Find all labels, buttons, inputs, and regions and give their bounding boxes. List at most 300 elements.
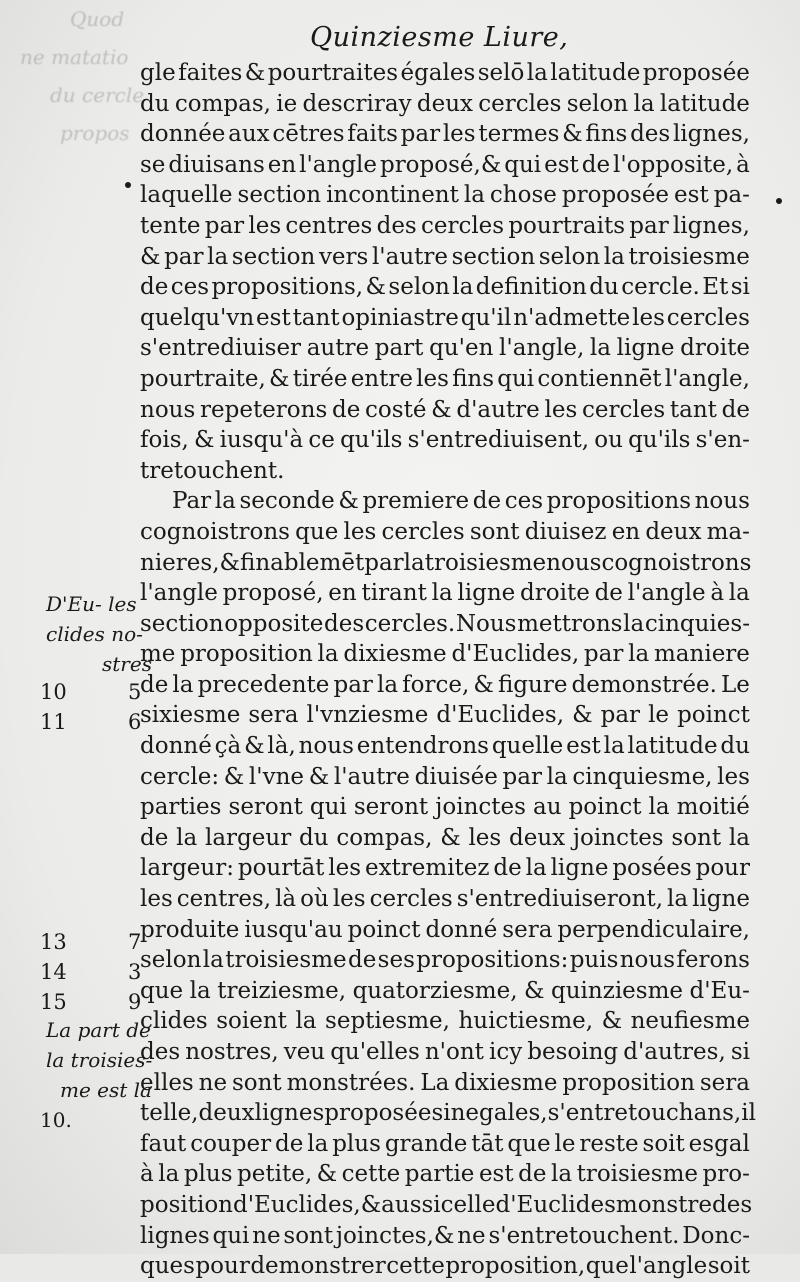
margin-note-line: me est la	[60, 1078, 152, 1102]
word: &	[601, 1008, 623, 1035]
word: la	[589, 335, 611, 362]
word: veu	[283, 1039, 326, 1065]
word: section	[140, 610, 224, 637]
margin-note-line: D'Eu- les	[46, 592, 137, 616]
word: La	[420, 1069, 450, 1096]
word: quinziesme	[551, 977, 684, 1004]
word: puis	[569, 947, 619, 974]
word: joinctes,&	[335, 1222, 455, 1249]
margin-note-line: clides no-	[46, 622, 143, 646]
word: est	[478, 1161, 514, 1188]
word: quelqu'vn	[140, 304, 255, 331]
word: les	[468, 824, 502, 851]
word: d'Eu-	[689, 977, 750, 1004]
word: lignes	[254, 1100, 325, 1127]
word: l'angle,	[499, 335, 585, 362]
word: ma-	[706, 518, 750, 545]
word: s'entrediuiser	[140, 335, 302, 362]
word: latitude	[627, 733, 718, 760]
word: joinctes	[435, 794, 526, 821]
word: la	[295, 1008, 317, 1035]
word: fins	[585, 121, 628, 148]
word: est	[566, 733, 601, 760]
word: les	[328, 855, 362, 882]
text-line	[140, 670, 750, 701]
word: sont	[671, 824, 722, 851]
word: pourtraites	[267, 60, 399, 86]
word: Le	[721, 671, 750, 698]
text-line	[140, 89, 750, 120]
word: nous	[546, 549, 602, 576]
word: l'vnziesme	[306, 702, 429, 729]
word: il	[741, 1100, 756, 1127]
word: l'angle,	[664, 365, 750, 392]
word: les	[343, 518, 377, 545]
text-line	[140, 700, 750, 731]
word: produite	[140, 916, 240, 943]
word: proposé,&	[379, 151, 502, 178]
margin-number-euclid: 10	[40, 680, 67, 704]
word: selon	[538, 243, 601, 270]
word: demonstrée.	[571, 671, 717, 698]
word: telle,	[140, 1100, 199, 1127]
word: pourtraits	[508, 212, 626, 239]
main-text-block	[140, 58, 756, 1282]
word: dixiesme	[454, 1069, 558, 1096]
word: icy	[488, 1039, 523, 1065]
word: la	[377, 671, 399, 698]
word: tirant	[361, 580, 427, 607]
word: cette	[341, 1161, 401, 1188]
word: de	[274, 1130, 304, 1157]
word: gle	[140, 60, 176, 86]
word: à	[710, 580, 725, 607]
word: sera	[502, 916, 553, 943]
margin-number-euclid: 14	[40, 960, 67, 984]
word: la	[603, 243, 625, 270]
word: couper	[190, 1130, 272, 1157]
word: largeur:	[140, 855, 234, 882]
bleed-line: propos	[60, 121, 130, 145]
text-line	[140, 792, 750, 823]
word: latitude	[659, 90, 750, 117]
text-line	[140, 1251, 750, 1282]
word: proposée	[561, 182, 670, 209]
word: &	[316, 1161, 338, 1188]
word: donné	[140, 733, 212, 760]
word: seront	[228, 794, 303, 821]
word: compas,	[174, 90, 271, 117]
word: d'Euclides,	[436, 702, 565, 729]
word: sera	[699, 1069, 750, 1096]
margin-number-ours: 6	[128, 710, 142, 734]
word: incontinent	[326, 182, 459, 209]
word: ces	[170, 274, 210, 301]
text-line	[140, 945, 750, 976]
word: si	[730, 274, 750, 301]
word: tente	[140, 212, 201, 239]
word: proposition	[562, 1069, 695, 1096]
text-line	[140, 1159, 750, 1190]
word: cognoistrons	[601, 549, 752, 576]
word: &	[308, 763, 330, 790]
word: l'angle	[629, 1253, 708, 1280]
word: contiennēt	[537, 365, 662, 392]
margin-number-ours: 9	[128, 990, 142, 1014]
word: sixiesme	[140, 702, 241, 729]
word: est	[544, 151, 579, 178]
text-line	[140, 517, 750, 548]
word: cercles	[369, 886, 453, 913]
word: la	[525, 855, 547, 882]
word: cette	[386, 1253, 445, 1280]
word: l'angle	[627, 580, 706, 607]
word: partie	[404, 1161, 475, 1188]
word: par	[629, 212, 669, 239]
word: l'angle	[140, 580, 218, 607]
word: demonstrer	[250, 1253, 386, 1280]
word: centres,	[176, 886, 272, 913]
margin-note-line: 10.	[40, 1108, 72, 1132]
word: centres	[285, 212, 373, 239]
word: tretouchent.	[140, 457, 285, 484]
word: la	[176, 824, 198, 851]
word: de	[493, 855, 522, 882]
word: quelle	[491, 733, 564, 760]
word: chose	[489, 182, 557, 209]
word: propositions:	[416, 947, 569, 974]
word: des	[376, 212, 417, 239]
word: l'opposite,	[613, 151, 734, 178]
word: du	[298, 824, 329, 851]
text-line	[140, 119, 750, 150]
word: la	[623, 610, 645, 637]
word: ou	[594, 427, 623, 454]
word: cētres	[272, 121, 345, 148]
text-line	[140, 915, 750, 946]
word: du	[720, 733, 750, 760]
word: &	[440, 824, 461, 851]
word: par	[333, 671, 373, 698]
word: tirée	[292, 365, 348, 392]
word: plus	[183, 1161, 233, 1188]
word: ligne	[616, 335, 675, 362]
word: finablemēt	[239, 549, 365, 576]
text-line	[140, 58, 750, 89]
word: la	[214, 488, 236, 515]
word: definition	[475, 274, 587, 301]
word: elles	[140, 1069, 194, 1096]
word: l'vne	[248, 763, 305, 790]
word: poinct	[568, 794, 642, 821]
word: fins	[452, 365, 495, 392]
word: en	[267, 151, 297, 178]
word: pour	[695, 855, 750, 882]
word: du	[140, 90, 170, 117]
word: du	[589, 274, 619, 301]
word: cercles	[420, 212, 505, 239]
word: aux	[228, 121, 270, 148]
text-line	[140, 1129, 750, 1160]
word: descriray	[302, 90, 412, 117]
word: là	[275, 886, 297, 913]
word: de	[331, 396, 361, 423]
word: &	[244, 733, 265, 760]
word: selon	[566, 90, 629, 117]
word: qu'il	[460, 304, 512, 331]
word: à	[736, 151, 750, 178]
word: Par	[172, 488, 212, 515]
word: nieres,&	[140, 549, 240, 576]
word: tant	[292, 304, 340, 331]
word: selō	[477, 60, 525, 86]
word: soient	[216, 1008, 287, 1035]
word: precedente	[197, 671, 330, 698]
text-line	[140, 884, 750, 915]
word: &	[194, 427, 215, 454]
word: des	[324, 610, 365, 637]
word: donné	[425, 916, 498, 943]
word: de	[581, 151, 611, 178]
word: Et	[702, 274, 729, 301]
text-line	[140, 578, 750, 609]
word: sera	[248, 702, 299, 729]
word: diuisée	[414, 763, 498, 790]
word: d'autres,	[623, 1039, 726, 1065]
word: cercles	[582, 396, 666, 423]
word: nous	[619, 947, 676, 974]
word: les	[632, 304, 665, 331]
word: de	[472, 488, 502, 515]
word: tāt	[471, 1130, 504, 1157]
word: quatorziesme,	[352, 977, 518, 1004]
word: soit	[707, 1253, 750, 1280]
word: la	[463, 182, 485, 209]
word: monstrées.	[286, 1069, 416, 1096]
word: par	[164, 243, 204, 270]
word: maniere	[654, 641, 750, 668]
word: pa-	[713, 182, 750, 209]
word: sont	[469, 518, 520, 545]
text-line	[140, 425, 750, 456]
word: &	[140, 243, 161, 270]
word: soit	[642, 1130, 685, 1157]
margin-number-ours: 5	[128, 680, 142, 704]
word: d'autre	[456, 396, 540, 423]
word: en	[328, 580, 357, 607]
word: dixiesme	[343, 641, 447, 668]
text-line	[140, 272, 750, 303]
word: posées	[612, 855, 692, 882]
word: nous	[140, 396, 196, 423]
word: l'autre	[371, 243, 448, 270]
word: deux	[416, 90, 473, 117]
word: deux	[198, 1100, 255, 1127]
text-line	[140, 823, 750, 854]
word: de	[594, 580, 623, 607]
text-line	[140, 976, 750, 1007]
word: joinctes	[572, 824, 664, 851]
text-line	[140, 211, 750, 242]
word: &	[269, 365, 290, 392]
margin-bullet	[776, 198, 782, 204]
word: ses	[377, 947, 415, 974]
word: par	[583, 641, 624, 668]
margin-number-ours: 3	[128, 960, 142, 984]
word: huictiesme,	[458, 1008, 594, 1035]
word: plus	[332, 1130, 381, 1157]
word: des	[140, 1039, 181, 1065]
word: treiziesme,	[217, 977, 347, 1004]
word: la	[648, 794, 670, 821]
word: sont	[231, 1069, 282, 1096]
text-line	[140, 1037, 750, 1068]
word: seront	[353, 794, 429, 821]
word: compas,	[336, 824, 433, 851]
word: clides	[140, 1008, 208, 1035]
word: les	[332, 886, 366, 913]
margin-number-euclid: 13	[40, 930, 67, 954]
word: &	[223, 763, 245, 790]
word: que	[295, 518, 339, 545]
word: qu'elles	[330, 1039, 420, 1065]
word: que	[507, 1130, 551, 1157]
word: besoing	[527, 1039, 619, 1065]
word: diuisans	[168, 151, 265, 178]
word: l'angle	[299, 151, 378, 178]
word: Donc-	[682, 1222, 750, 1249]
word: s'entretouchans,	[547, 1100, 742, 1127]
word: n'ont	[424, 1039, 484, 1065]
word: cercles	[381, 518, 465, 545]
word: les	[544, 396, 578, 423]
word: les	[140, 886, 173, 913]
word: pro-	[702, 1161, 750, 1188]
word: qu'ils	[628, 427, 691, 454]
word: qui	[212, 1222, 250, 1249]
word: faites	[178, 60, 243, 86]
word: ne	[252, 1222, 281, 1249]
word: qui	[309, 794, 347, 821]
margin-number-euclid: 15	[40, 990, 67, 1014]
margin-number-ours: 7	[128, 930, 142, 954]
word: &	[572, 702, 593, 729]
word: là,	[267, 733, 296, 760]
word: vers	[318, 243, 369, 270]
word: proposition	[180, 641, 313, 668]
word: iusqu'au	[244, 916, 343, 943]
word: largeur	[204, 824, 292, 851]
word: ne	[457, 1222, 486, 1249]
word: propositions	[546, 488, 691, 515]
word: s'en-	[695, 427, 750, 454]
word: s'entretouchent.	[488, 1222, 680, 1249]
word: ie	[276, 90, 298, 117]
word: proposition,	[445, 1253, 586, 1280]
word: ligne	[550, 855, 609, 882]
word: nostres,	[185, 1039, 279, 1065]
text-line	[140, 1190, 753, 1221]
word: fois,	[140, 427, 189, 454]
word: selon	[388, 274, 450, 301]
word: si	[730, 1039, 750, 1065]
text-line	[140, 303, 750, 334]
word: par	[600, 702, 641, 729]
margin-number-euclid: 11	[40, 710, 67, 734]
word: iusqu'à	[219, 427, 304, 454]
word: lignes,	[672, 121, 750, 148]
word: cercles	[666, 304, 750, 331]
word: le	[648, 702, 670, 729]
word: proposé,	[222, 580, 324, 607]
word: faits	[347, 121, 398, 148]
margin-note-line: stres	[102, 652, 152, 676]
word: que	[140, 977, 184, 1004]
word: section	[231, 243, 316, 270]
word: nous	[694, 488, 750, 515]
word: proposée	[642, 60, 750, 86]
word: par	[364, 549, 404, 576]
word: égales	[400, 60, 476, 86]
word: la	[431, 580, 453, 607]
word: &	[524, 977, 545, 1004]
word: diuisez	[524, 518, 607, 545]
word: troisiesme	[424, 549, 547, 576]
word: ne	[198, 1069, 228, 1096]
word: laquelle	[140, 182, 233, 209]
word: inegales,	[443, 1100, 548, 1127]
word: la	[307, 1130, 329, 1157]
word: deux	[645, 518, 702, 545]
margin-note-line: La part de	[46, 1018, 151, 1042]
word: entre	[350, 365, 413, 392]
word: deux	[509, 824, 566, 851]
text-line	[140, 639, 750, 670]
word: opposite	[224, 610, 324, 637]
text-line	[140, 1098, 756, 1129]
word: de	[347, 947, 377, 974]
word: lignes	[140, 1222, 210, 1249]
word: tant	[669, 396, 717, 423]
word: troisiesme	[576, 1161, 699, 1188]
bleed-line: ne matatio	[20, 45, 129, 69]
word: &	[338, 488, 359, 515]
word: n'admette	[513, 304, 631, 331]
word: ques	[140, 1253, 195, 1280]
text-line	[140, 853, 750, 884]
text-line	[140, 486, 750, 517]
text-line	[140, 150, 750, 181]
word: donnée	[140, 121, 226, 148]
word: septiesme,	[325, 1008, 450, 1035]
word: faut	[140, 1130, 187, 1157]
word: petite,	[237, 1161, 313, 1188]
margin-note-line: la troisies-	[46, 1048, 153, 1072]
word: costé	[365, 396, 427, 423]
word: force,	[402, 671, 470, 698]
word: cercles	[478, 90, 562, 117]
word: celle	[440, 1191, 496, 1218]
word: au	[532, 794, 562, 821]
bleed-line: du cercle	[50, 83, 145, 107]
text-line	[140, 395, 750, 426]
text-line	[140, 456, 750, 487]
word: est	[256, 304, 291, 331]
word: poinct	[347, 916, 421, 943]
word: opiniastre	[341, 304, 459, 331]
word: ferons	[676, 947, 750, 974]
word: ce	[308, 427, 335, 454]
